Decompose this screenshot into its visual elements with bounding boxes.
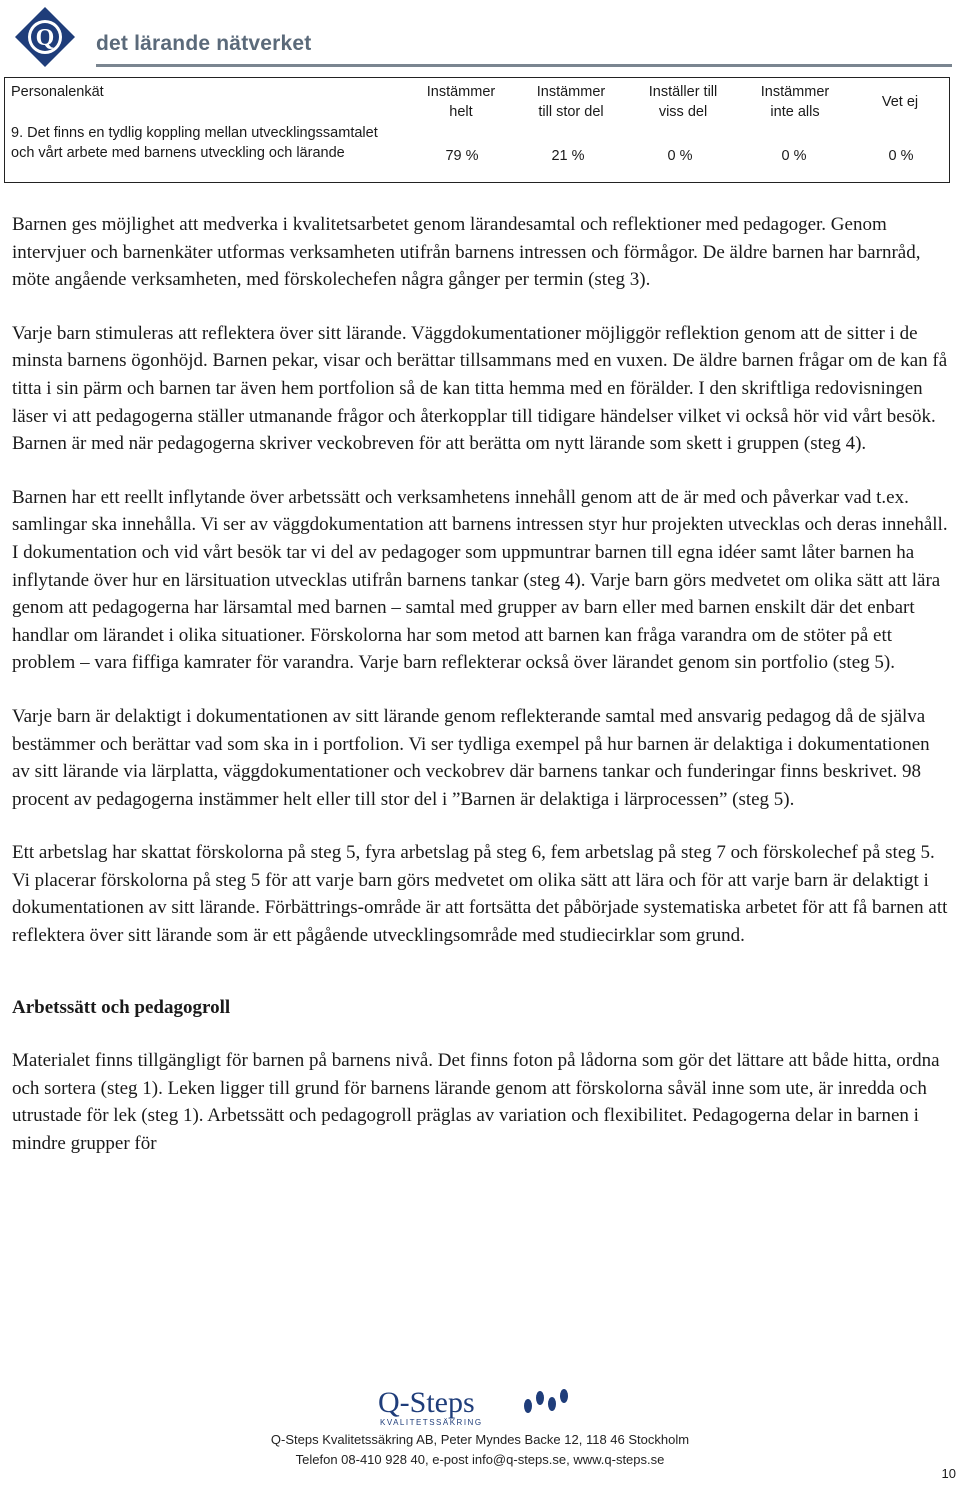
- column-header-line2: inte alls: [770, 104, 820, 120]
- page-number: 10: [941, 1466, 956, 1481]
- column-header-line1: Instämmer: [536, 84, 606, 100]
- paragraph: Varje barn stimuleras att reflektera över sitt lärande. Väggdokumentationer möjliggör reflektion genom att de sitter i de minsta barnens ögonhöjd. Barnen pekar, visar och berättar tillsammans med en vuxen. De äldre barnen frågar om de kan få titta i sin pärm och barnen tar även hem portfolion så de kan titta hemma med en förälder. I den skriftliga redovisningen läser vi att pedagogerna ställer utmanande frågor och återkopplar till tidigare händelser vilket vi också hör vid vårt besök. Barnen är med när pedagogerna skriver veckobreven för att berätta om nytt lärande som skett i gruppen (steg 4).: [12, 322, 948, 455]
- column-header-line2: till stor del: [538, 104, 604, 120]
- section-heading: Arbetssätt och pedagogroll: [12, 996, 231, 1018]
- footsteps-icon: [524, 1389, 568, 1413]
- brand-suffix: nätverket: [216, 32, 312, 55]
- paragraph: Barnen ges möjlighet att medverka i kvalitetsarbetet genom lärandesamtal och reflektioner med pedagoger. Genom intervjuer och barnenkäter utformas verksamheten utifrån barnens intressen och förmågor. De äldre barnen har barnråd, möte angående verksamheten, med förskolechefen några gånger per termin (steg 3).: [12, 214, 921, 291]
- report-body: [12, 211, 948, 1184]
- column-header: [406, 82, 516, 122]
- column-header-line2: viss del: [658, 104, 708, 120]
- survey-question: 9. Det finns en tydlig koppling mellan utvecklingssamtalet och vårt arbete med barnens utveckling och lärande: [11, 125, 378, 161]
- footer-address: Q-Steps Kvalitetssäkring AB, Peter Myndes Backe 12, 118 46 Stockholm: [270, 1432, 690, 1447]
- footer-logo-text: Q-Steps: [378, 1386, 475, 1419]
- column-header: [740, 82, 850, 122]
- value-cell: 21 %: [551, 148, 585, 164]
- qsteps-footer-logo: [372, 1382, 592, 1428]
- paragraph: Ett arbetslag har skattat förskolorna på steg 5, fyra arbetslag på steg 6, fem arbetslag på steg 7 och förskolechef på steg 5. Vi placerar förskolorna på steg 5 för att varje barn görs medvetet om olika sätt att lära och för att varje barn är delaktigt i dokumentationen av sitt lärande. Förbättrings-område är att fortsätta det påbörjade systematiska arbetet för att få barnen att reflektera över sitt lärande som är ett pågående utvecklingsområde med studiecirklar som grund.: [12, 842, 948, 947]
- column-header: [845, 92, 955, 112]
- column-header-line1: Vet ej: [881, 94, 919, 110]
- value-cell: 0 %: [781, 148, 807, 164]
- header-divider: [96, 64, 952, 67]
- paragraph: Varje barn är delaktigt i dokumentationen av sitt lärande genom reflekterande samtal med ansvarig pedagog då de själva bestämmer och berättar vad som ska in i portfolion. Vi ser tydliga exempel på hur barnen är delaktiga i dokumentationen av sitt lärande via lärplatta, väggdokumentationer och veckobrev där barnens tankar och funderingar finns beskrivet. 98 procent av pedagogerna instämmer helt eller till stor del i ”Barnen är delaktiga i lärprocessen” (steg 5).: [12, 705, 930, 810]
- page-header: [10, 4, 950, 66]
- value-cell: 0 %: [888, 148, 914, 164]
- column-header-line1: Instämmer: [426, 84, 496, 100]
- paragraph: Barnen har ett reellt inflytande över arbetssätt och verksamhetens innehåll genom att de är med och påverkar vad t.ex. samlingar ska innehålla. Vi ser av väggdokumentation att barnens intressen styr hur projekten utvecklas och deras innehåll. I dokumentation och vid vårt besök tar vi del av pedagoger som uppmuntrar barnen till egna idéer samt låter barnen ha inflytande över hur en lärsituation utvecklas utifrån barnens tankar (steg 4). Varje barn görs medvetet om olika sätt att lära genom att pedagogerna har lärsamtal med barnen – samtal med grupper av barn eller med barnen enskilt där det enbart handlar om lärandet i olika situationer. Förskolorna har som metod att barnen kan fråga varandra om de stöter på ett problem – vara fiffiga kamrater för varandra. Varje barn reflekterar också över lärandet genom sin portfolio (steg 5).: [12, 486, 948, 674]
- column-header: [628, 82, 738, 122]
- column-header-line1: Inställer till: [648, 84, 718, 100]
- paragraph: Materialet finns tillgängligt för barnen på barnens nivå. Det finns foton på lådorna som gör det lättare att både hitta, ordna och sortera (steg 1). Leken ligger till grund för barnens lärande genom att förskolorna såväl inne som ute, är inredda och utrustade för lek (steg 1). Arbetssätt och pedagogroll präglas av variation och flexibilitet. Pedagogerna delar in barnen i mindre grupper för: [12, 1050, 940, 1155]
- footer-contact: Telefon 08-410 928 40, e-post info@q-steps.se, www.q-steps.se: [295, 1452, 665, 1467]
- column-header: [516, 82, 626, 122]
- survey-table: [4, 77, 950, 183]
- brand-prefix: det lärande: [96, 32, 217, 55]
- brand-name: [96, 32, 311, 56]
- q-logo-icon: [14, 6, 76, 68]
- footer-logo-subtitle: KVALITETSSÄKRING: [380, 1418, 483, 1427]
- value-cell: 79 %: [445, 148, 479, 164]
- value-cell: 0 %: [667, 148, 693, 164]
- column-header-line1: Instämmer: [760, 84, 830, 100]
- logo-letter: Q: [35, 25, 55, 51]
- survey-title: Personalenkät: [11, 84, 104, 100]
- column-header-line2: helt: [449, 104, 473, 120]
